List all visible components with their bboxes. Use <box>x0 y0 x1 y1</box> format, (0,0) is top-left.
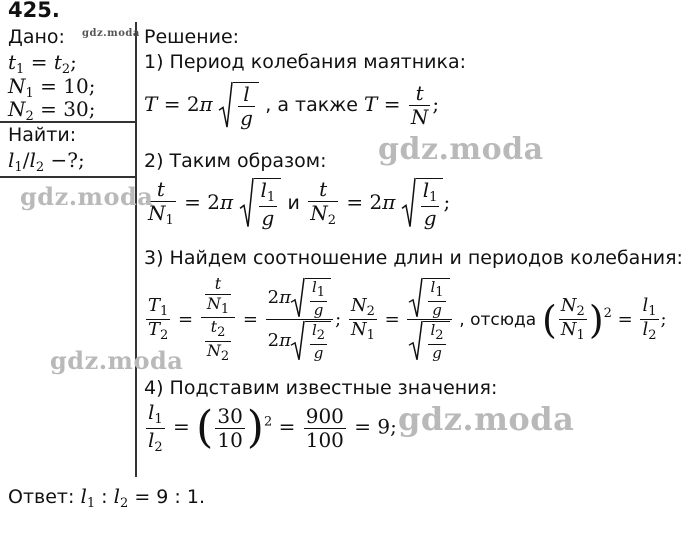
watermark: gdz.moda <box>398 400 575 438</box>
given-eq-n2: $N_2 = 30$; <box>8 97 96 124</box>
given-label: Дано: <box>8 26 65 48</box>
watermark-small: gdz.moda <box>82 28 140 39</box>
problem-number: 425. <box>8 0 60 22</box>
find-divider <box>0 176 136 178</box>
step4-text: 4) Подставим известные значения: <box>144 377 498 399</box>
step2-text: 2) Таким образом: <box>144 150 327 172</box>
step3-text: 3) Найдем соотношение длин и периодов колебания: <box>144 247 683 269</box>
watermark: gdz.moda <box>378 132 544 167</box>
step3-formula: $\frac{T_1}{T_2}$ = $\frac{\frac{t}{N_1}}{\frac{t_2}{N_2}}$ = 2π $\frac{l_1}{g}$ 2π $\frac{l_2}{g}$ ; $\frac{N_2}{N_1}$ = $\frac{\frac{l_1}{g}}{\frac{l_2}{g}}$ , отсюда ( $\frac{N_2}{N_1}$ )$^2$ = $\frac{l_1}{l_2}$ ; <box>148 274 667 365</box>
vertical-divider <box>135 22 137 477</box>
find-expr: $l_1/l_2$ −?; <box>8 148 85 175</box>
step1-text: 1) Период колебания маятника: <box>144 51 467 73</box>
given-eq-n1: $N_1 = 10$; <box>8 74 96 101</box>
given-eq-t: $t_1 = t_2$; <box>8 50 77 77</box>
step4-formula: $\frac{l_1}{l_2}$ = ( $\frac{30}{10}$ )$^2$ = $\frac{900}{100}$ = 9; <box>148 400 397 455</box>
answer: Ответ: $l_1$ : $l_2 = 9$ : 1. <box>8 484 205 511</box>
watermark: gdz.moda <box>50 346 184 375</box>
watermark: gdz.moda <box>20 182 154 211</box>
solution-label: Решение: <box>144 26 240 48</box>
period-formula: T = 2π $\frac{l}{g}$ , а также T = $\frac{t}{N}$ ; <box>144 81 440 130</box>
step2-formula: $\frac{t}{N_1}$ = 2π $\frac{l_1}{g}$ и $\frac{t}{N_2}$ = 2π $\frac{l_1}{g}$ ; <box>148 177 451 230</box>
find-label: Найти: <box>8 124 77 146</box>
